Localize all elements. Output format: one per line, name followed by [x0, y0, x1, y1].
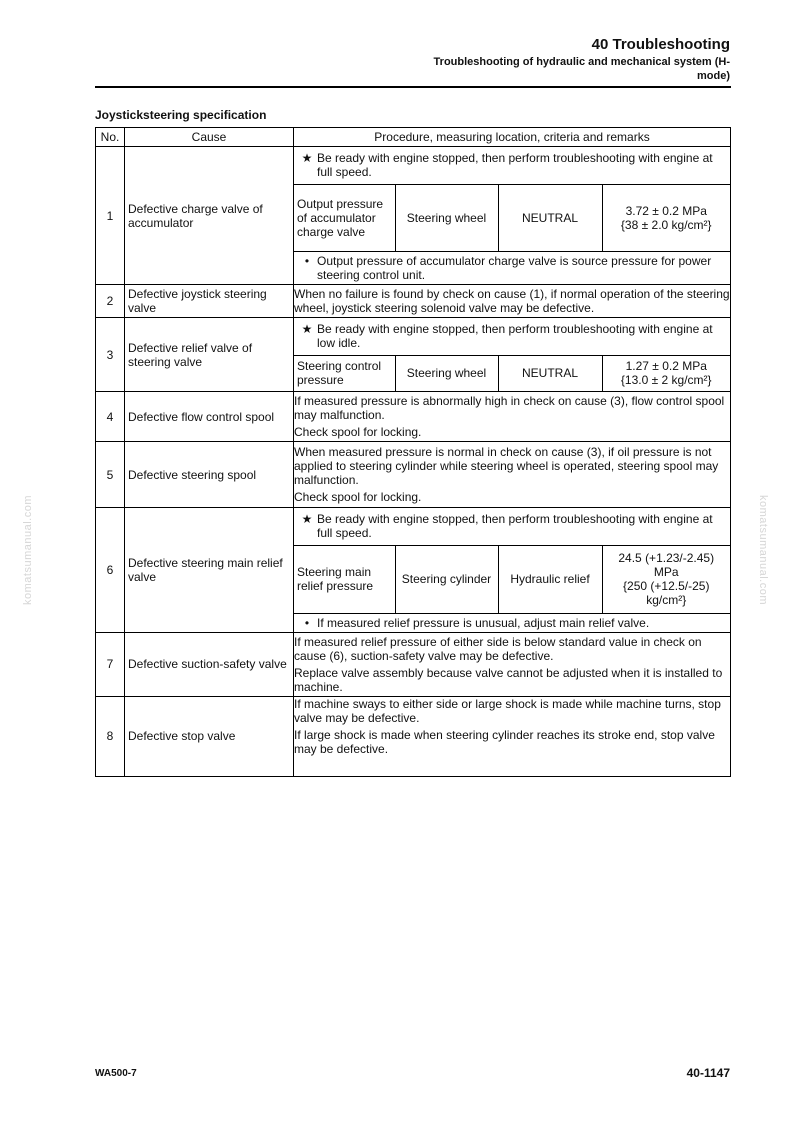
row-number: 8: [96, 696, 125, 776]
row-number: 5: [96, 442, 125, 508]
subtitle-line-1: Troubleshooting of hydraulic and mechanical system (H-: [433, 56, 730, 68]
table-row: [96, 442, 731, 508]
row-procedure: [294, 318, 731, 392]
subtitle-line-2: mode): [697, 70, 730, 82]
table-header-row: [96, 128, 731, 147]
standard-value: 24.5 (+1.23/-2.45) MPa {250 (+12.5/-25) kg/cm²}: [602, 545, 730, 613]
table-row: [96, 508, 731, 633]
row-procedure: [294, 696, 731, 776]
measure-item: Steering main relief pressure: [294, 545, 395, 613]
row-cause: Defective steering main relief valve: [125, 508, 294, 633]
procedure-text: If machine sways to either side or large shock is made while machine turns, stop valve may be defective.: [294, 696, 721, 725]
bullet-note: Output pressure of accumulator charge valve is source pressure for power steering control unit.: [317, 253, 712, 282]
condition-1: Steering cylinder: [395, 545, 498, 613]
star-note: Be ready with engine stopped, then perform troubleshooting with engine at full speed.: [317, 151, 713, 180]
row-cause: Defective charge valve of accumulator: [125, 147, 294, 285]
procedure-text: When no failure is found by check on cause (1), if normal operation of the steering wheel, joystick steering solenoid valve may be defective.: [294, 287, 730, 315]
troubleshooting-table: [95, 127, 731, 777]
row-number: 6: [96, 508, 125, 633]
table-row: [96, 285, 731, 318]
watermark-left: komatsumanual.com: [22, 495, 34, 605]
condition-1: Steering wheel: [395, 355, 498, 391]
row-procedure: [294, 632, 731, 696]
star-icon: ★: [301, 512, 313, 527]
row-procedure: [294, 442, 731, 508]
table-row: [96, 318, 731, 392]
row-number: 4: [96, 392, 125, 442]
row-procedure: [294, 508, 731, 633]
bullet-icon: •: [304, 615, 310, 630]
footer-model: WA500-7: [95, 1068, 137, 1079]
procedure-text: Check spool for locking.: [294, 490, 422, 504]
footer-page-number: 40-1147: [686, 1066, 730, 1080]
row-number: 3: [96, 318, 125, 392]
bullet-note: If measured relief pressure is unusual, adjust main relief valve.: [317, 615, 650, 630]
measure-item: Steering control pressure: [294, 355, 395, 391]
row-cause: Defective joystick steering valve: [125, 285, 294, 318]
row-cause: Defective steering spool: [125, 442, 294, 508]
row-cause: Defective flow control spool: [125, 392, 294, 442]
header-rule: [95, 86, 731, 88]
header-no: No.: [96, 128, 125, 147]
header-procedure: Procedure, measuring location, criteria and remarks: [294, 128, 731, 147]
page-header: [310, 36, 730, 83]
star-icon: ★: [301, 322, 313, 337]
row-cause: Defective stop valve: [125, 696, 294, 776]
watermark-right: komatsumanual.com: [757, 495, 769, 605]
row-procedure: [294, 147, 731, 285]
row-procedure: [294, 285, 731, 318]
section-subtitle: [310, 55, 730, 83]
standard-value: 3.72 ± 0.2 MPa {38 ± 2.0 kg/cm²}: [602, 184, 730, 251]
star-icon: ★: [301, 151, 313, 166]
table-row: [96, 392, 731, 442]
procedure-text: Check spool for locking.: [294, 425, 422, 439]
condition-1: Steering wheel: [395, 184, 498, 251]
procedure-text: If measured pressure is abnormally high in check on cause (3), flow control spool may malfunction.: [294, 394, 725, 422]
row-number: 7: [96, 632, 125, 696]
procedure-text: If measured relief pressure of either side is below standard value in check on cause (6), suction-safety valve may be defective.: [294, 634, 702, 663]
standard-value: 1.27 ± 0.2 MPa {13.0 ± 2 kg/cm²}: [602, 355, 730, 391]
bullet-icon: •: [304, 253, 310, 268]
table-row: [96, 696, 731, 776]
row-number: 1: [96, 147, 125, 285]
measure-item: Output pressure of accumulator charge valve: [294, 184, 395, 251]
star-note: Be ready with engine stopped, then perform troubleshooting with engine at full speed.: [317, 512, 713, 541]
table-row: [96, 632, 731, 696]
condition-2: Hydraulic relief: [498, 545, 602, 613]
star-note: Be ready with engine stopped, then perform troubleshooting with engine at low idle.: [317, 322, 713, 351]
row-cause: Defective relief valve of steering valve: [125, 318, 294, 392]
procedure-text: When measured pressure is normal in check on cause (3), if oil pressure is not applied to steering cylinder while steering wheel is operated, steering spool may malfunction.: [294, 445, 719, 487]
table-row: [96, 147, 731, 285]
row-number: 2: [96, 285, 125, 318]
row-procedure: [294, 392, 731, 442]
chapter-title: 40 Troubleshooting: [591, 36, 730, 53]
procedure-text: If large shock is made when steering cylinder reaches its stroke end, stop valve may be defective.: [294, 727, 715, 756]
header-cause: Cause: [125, 128, 294, 147]
procedure-text: Replace valve assembly because valve cannot be adjusted when it is installed to machine.: [294, 665, 723, 694]
condition-2: NEUTRAL: [498, 355, 602, 391]
row-cause: Defective suction-safety valve: [125, 632, 294, 696]
condition-2: NEUTRAL: [498, 184, 602, 251]
section-title: Joysticksteering specification: [95, 108, 267, 122]
